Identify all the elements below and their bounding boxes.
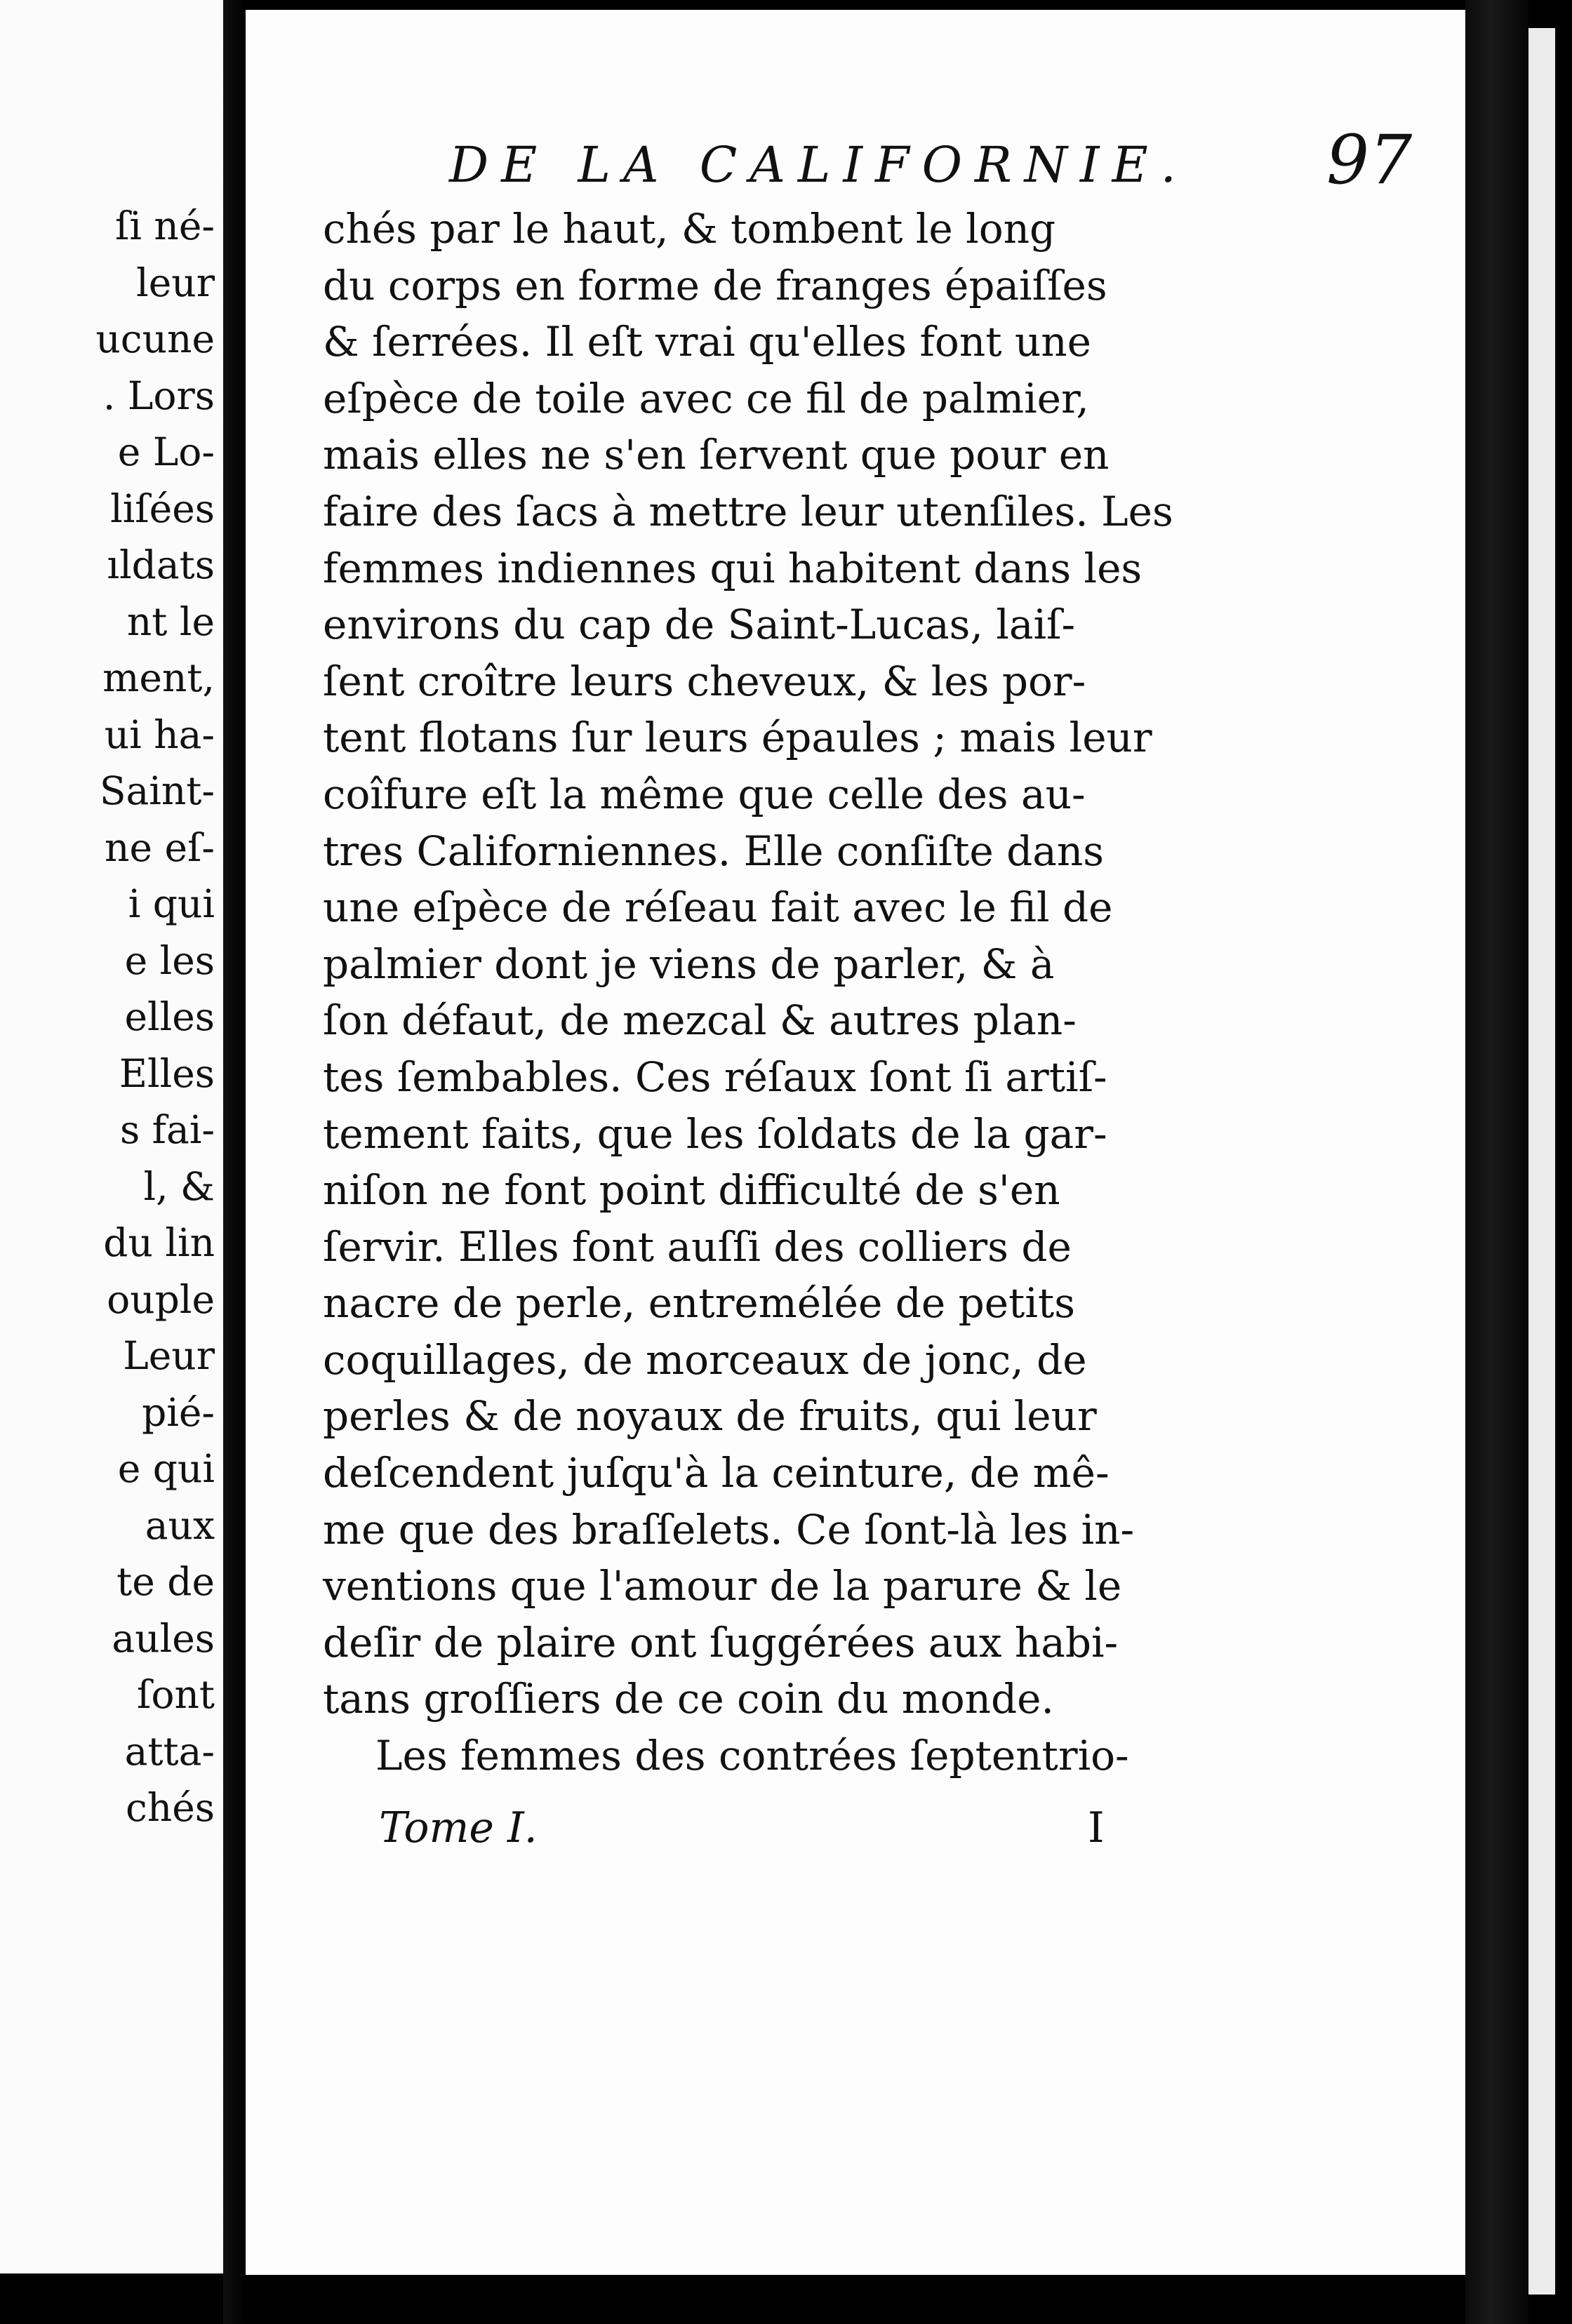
- left-page-line: ment,: [102, 655, 215, 700]
- body-line: deſir de plaire ont ſuggérées aux habi-: [323, 1618, 1119, 1667]
- left-page-line: e Lo-: [117, 429, 215, 474]
- body-line: chés par le haut, & tombent le long: [323, 205, 1056, 253]
- left-page-line: leur: [136, 260, 215, 305]
- body-line: deſcendent juſqu'à la ceinture, de mê-: [323, 1449, 1110, 1497]
- body-line: me que des braſſelets. Ce ſont-là les in-: [323, 1505, 1135, 1554]
- next-page-edge: [1528, 28, 1555, 2295]
- page-border: [1555, 0, 1572, 2324]
- book-edge: [1465, 0, 1528, 2324]
- left-page-line: ui ha-: [104, 712, 215, 757]
- body-line: & ſerrées. Il eſt vrai qu'elles font une: [323, 318, 1091, 366]
- page-header: [449, 116, 1432, 201]
- body-line: ſon défaut, de mezcal & autres plan-: [323, 996, 1077, 1045]
- left-page-line: Leur: [123, 1333, 215, 1378]
- body-line: tent flotans ſur leurs épaules ; mais leur: [323, 714, 1152, 762]
- left-page-line: aux: [145, 1502, 215, 1548]
- left-page-line: ſont: [137, 1672, 215, 1717]
- left-page-text: [95, 198, 215, 1836]
- body-line: tement faits, que les ſoldats de la gar-: [323, 1109, 1107, 1158]
- left-page-line: ne eſ-: [105, 824, 215, 870]
- left-page-line: pié-: [142, 1389, 215, 1435]
- left-page-line: chés: [126, 1785, 215, 1830]
- body-line: coquillages, de morceaux de jonc, de: [323, 1335, 1087, 1384]
- body-line: coîfure eſt la même que celle des au-: [323, 770, 1086, 818]
- body-line: palmier dont je viens de parler, & à: [323, 940, 1055, 988]
- body-line: femmes indiennes qui habitent dans les: [323, 544, 1143, 592]
- body-line: mais elles ne s'en ſervent que pour en: [323, 431, 1110, 479]
- body-line-paragraph-start: Les femmes des contrées ſeptentrio-: [375, 1732, 1129, 1780]
- body-line: nacre de perle, entremélée de petits: [323, 1279, 1075, 1328]
- body-line: tres Californiennes. Elle conſiſte dans: [323, 827, 1104, 875]
- tome-label: Tome I.: [379, 1803, 538, 1852]
- left-page-line: ucune: [95, 316, 215, 361]
- main-page: [246, 10, 1465, 2275]
- body-line: ſervir. Elles font auſſi des colliers de: [323, 1222, 1072, 1271]
- left-page-line: . Lors: [102, 373, 215, 418]
- body-line: une eſpèce de réſeau fait avec le fil de: [323, 883, 1113, 932]
- body-line: ſent croître leurs cheveux, & les por-: [323, 657, 1086, 705]
- body-line: eſpèce de toile avec ce fil de palmier,: [323, 374, 1089, 422]
- body-line: du corps en forme de franges épaiſſes: [323, 261, 1107, 309]
- body-line: ventions que l'amour de la parure & le: [323, 1562, 1122, 1610]
- page-footer: [379, 1803, 1291, 1859]
- body-text: [323, 201, 1446, 1784]
- body-line: environs du cap de Saint-Lucas, laiſ-: [323, 601, 1076, 649]
- body-line: perles & de noyaux de fruits, qui leur: [323, 1392, 1097, 1441]
- left-page-line: nt le: [126, 599, 215, 644]
- running-title: DE LA CALIFORNIE.: [449, 136, 1189, 194]
- left-page-line: ıldats: [107, 542, 215, 587]
- left-page-line: e les: [124, 937, 215, 983]
- left-page-line: liſées: [110, 486, 215, 531]
- left-page-line: Elles: [119, 1050, 215, 1096]
- left-page-line: l, &: [143, 1163, 215, 1209]
- body-line: niſon ne font point difficulté de s'en: [323, 1166, 1060, 1215]
- left-page-line: te de: [116, 1559, 215, 1604]
- left-page-line: du lin: [103, 1220, 215, 1265]
- signature-mark: I: [1088, 1803, 1105, 1852]
- left-facing-page: [0, 0, 223, 2273]
- left-page-line: s fai-: [119, 1107, 215, 1152]
- left-page-line: ſi né-: [115, 203, 215, 248]
- left-page-line: elles: [124, 994, 215, 1039]
- body-line: faire des ſacs à mettre leur utenſiles. Les: [323, 487, 1173, 535]
- left-page-line: atta-: [124, 1728, 215, 1774]
- page-number: 97: [1326, 121, 1413, 199]
- gutter-shadow: [223, 0, 246, 2324]
- left-page-line: e qui: [117, 1446, 215, 1491]
- left-page-line: aules: [112, 1615, 215, 1661]
- body-line: tes ſembables. Ces réſaux ſont ſi artiſ-: [323, 1053, 1107, 1101]
- body-line: tans groſſiers de ce coin du monde.: [323, 1675, 1054, 1723]
- left-page-line: i qui: [128, 881, 215, 926]
- left-page-line: Saint-: [99, 768, 215, 813]
- left-page-line: ouple: [107, 1276, 215, 1322]
